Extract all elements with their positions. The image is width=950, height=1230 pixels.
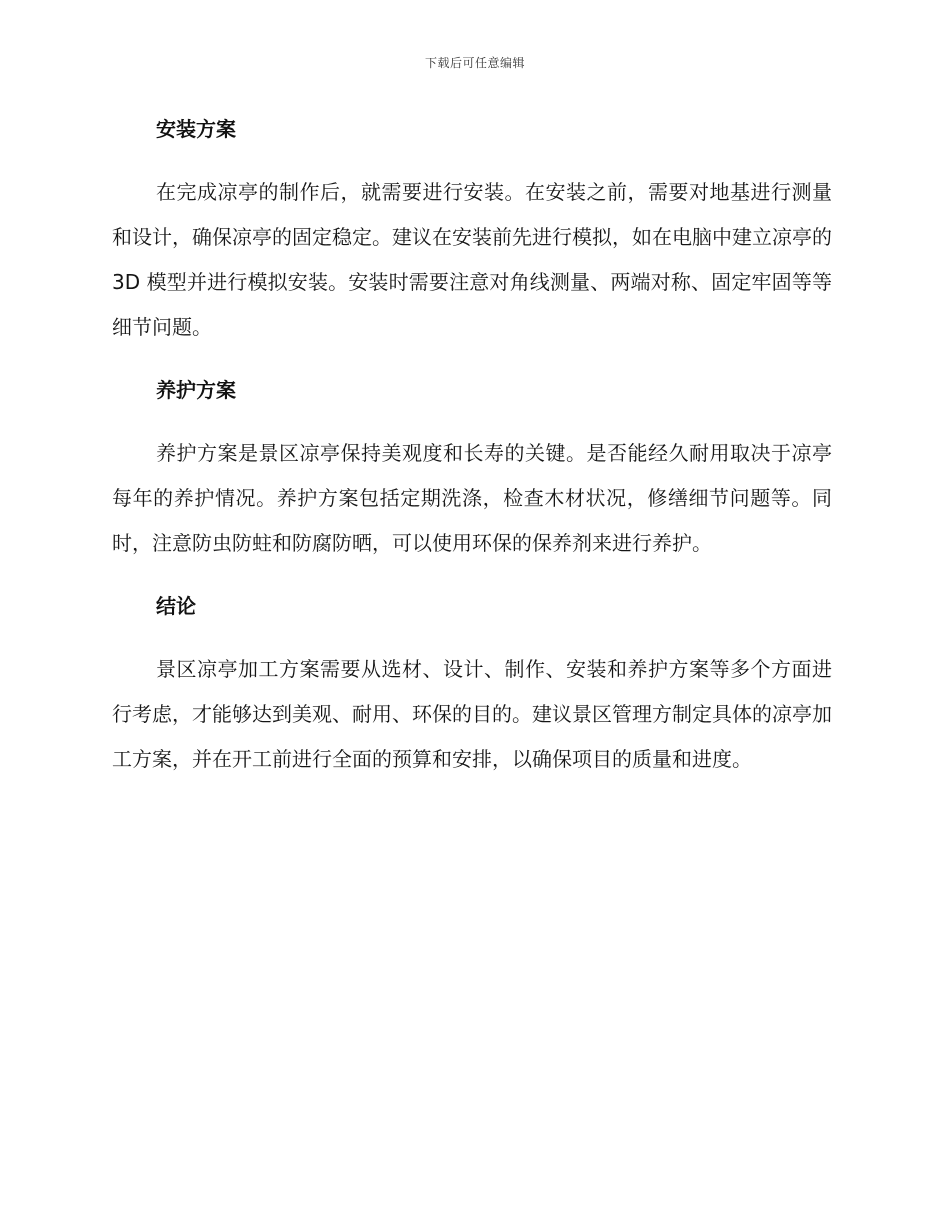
section-heading-conclusion: 结论 <box>156 594 196 618</box>
section-heading-installation: 安装方案 <box>156 117 236 141</box>
document-body <box>112 113 832 782</box>
page-header-note: 下载后可任意编辑 <box>424 56 525 70</box>
section-paragraph-maintenance: 养护方案是景区凉亭保持美观度和长寿的关键。是否能经久耐用取决于凉亭每年的养护情况。养护方案包括定期洗涤，检查木材状况，修缮细节问题等。同时，注意防虫防蛀和防腐防晒，可以使用环保的保养剂来进行养护。 <box>112 441 832 555</box>
section-heading-maintenance: 养护方案 <box>156 378 236 402</box>
section-paragraph-installation: 在完成凉亭的制作后，就需要进行安装。在安装之前，需要对地基进行测量和设计，确保凉亭的固定稳定。建议在安装前先进行模拟，如在电脑中建立凉亭的 3D 模型并进行模拟安装。安装时需要注意对角线测量、两端对称、固定牢固等等细节问题。 <box>112 180 832 339</box>
section-paragraph-conclusion: 景区凉亭加工方案需要从选材、设计、制作、安装和养护方案等多个方面进行考虑，才能够达到美观、耐用、环保的目的。建议景区管理方制定具体的凉亭加工方案，并在开工前进行全面的预算和安排，以确保项目的质量和进度。 <box>112 657 832 771</box>
